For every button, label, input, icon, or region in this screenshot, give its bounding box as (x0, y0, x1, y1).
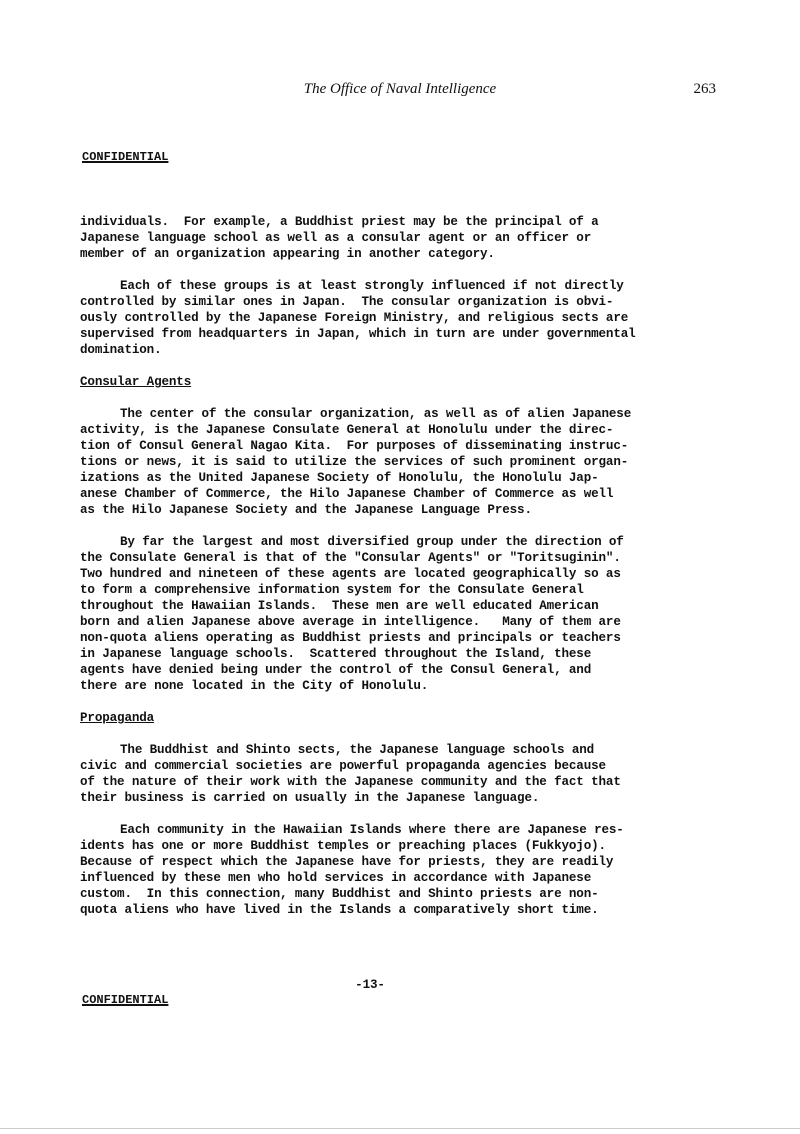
confidential-stamp-top: CONFIDENTIAL (82, 150, 169, 164)
confidential-stamp-bottom: CONFIDENTIAL (82, 993, 169, 1007)
running-header-title: The Office of Naval Intelligence (303, 81, 497, 97)
document-body (80, 214, 698, 918)
paragraph-continuation: individuals. For example, a Buddhist priest may be the principal of a Japanese language school as well as a consular agent or an officer or member of an organization appearing in another category. (80, 215, 599, 261)
section-heading-consular-agents: Consular Agents (80, 375, 192, 389)
footer-page-marker: -13- (355, 978, 385, 992)
paragraph-consular-agents: By far the largest and most diversified group under the direction of the Consulate General is that of the "Consular Agents" or "Toritsuginin". Two hundred and nineteen of these agents are located geographically so as to form a comprehensive information system for the Consulate General throughout the Hawaiian Islands. These men are well educated American born and alien Japanese above average in intelligence. Many of them are non-quota aliens operating as Buddhist priests and principals or teachers in Japanese language schools. Scattered throughout the Island, these agents have denied being under the control of the Consul General, and there are none located in the City of Honolulu. (80, 535, 624, 693)
paragraph-groups-influence: Each of these groups is at least strongly influenced if not directly controlled by similar ones in Japan. The consular organization is obvi- ously controlled by the Japanese Foreign Ministry, and religious sects are supervised from headquarters in Japan, which in turn are under governmental domination. (80, 279, 636, 357)
section-heading-propaganda: Propaganda (80, 711, 155, 725)
paragraph-temples: Each community in the Hawaiian Islands where there are Japanese res- idents has one or more Buddhist temples or preaching places (Fukkyojo). Because of respect which the Japanese have for priests, they are readily influenced by these men who hold services in accordance with Japanese custom. In this connection, many Buddhist and Shinto priests are non- quota aliens who have lived in the Islands a comparatively short time. (80, 823, 624, 917)
paragraph-consular-center: The center of the consular organization, as well as of alien Japanese activity, is the Japanese Consulate General at Honolulu under the direc- tion of Consul General Nagao Kita. For purposes of disseminating instruc- tions or news, it is said to utilize the services of such prominent organ- izations as the United Japanese Society of Honolulu, the Honolulu Jap- anese Chamber of Commerce, the Hilo Japanese Chamber of Commerce as well as the Hilo Japanese Society and the Japanese Language Press. (80, 407, 632, 517)
paragraph-propaganda-agencies: The Buddhist and Shinto sects, the Japanese language schools and civic and commercial societies are powerful propaganda agencies because of the nature of their work with the Japanese community and the fact that their business is carried on usually in the Japanese language. (80, 743, 621, 805)
page-edge-rule (0, 1128, 800, 1129)
page-number: 263 (693, 81, 716, 97)
